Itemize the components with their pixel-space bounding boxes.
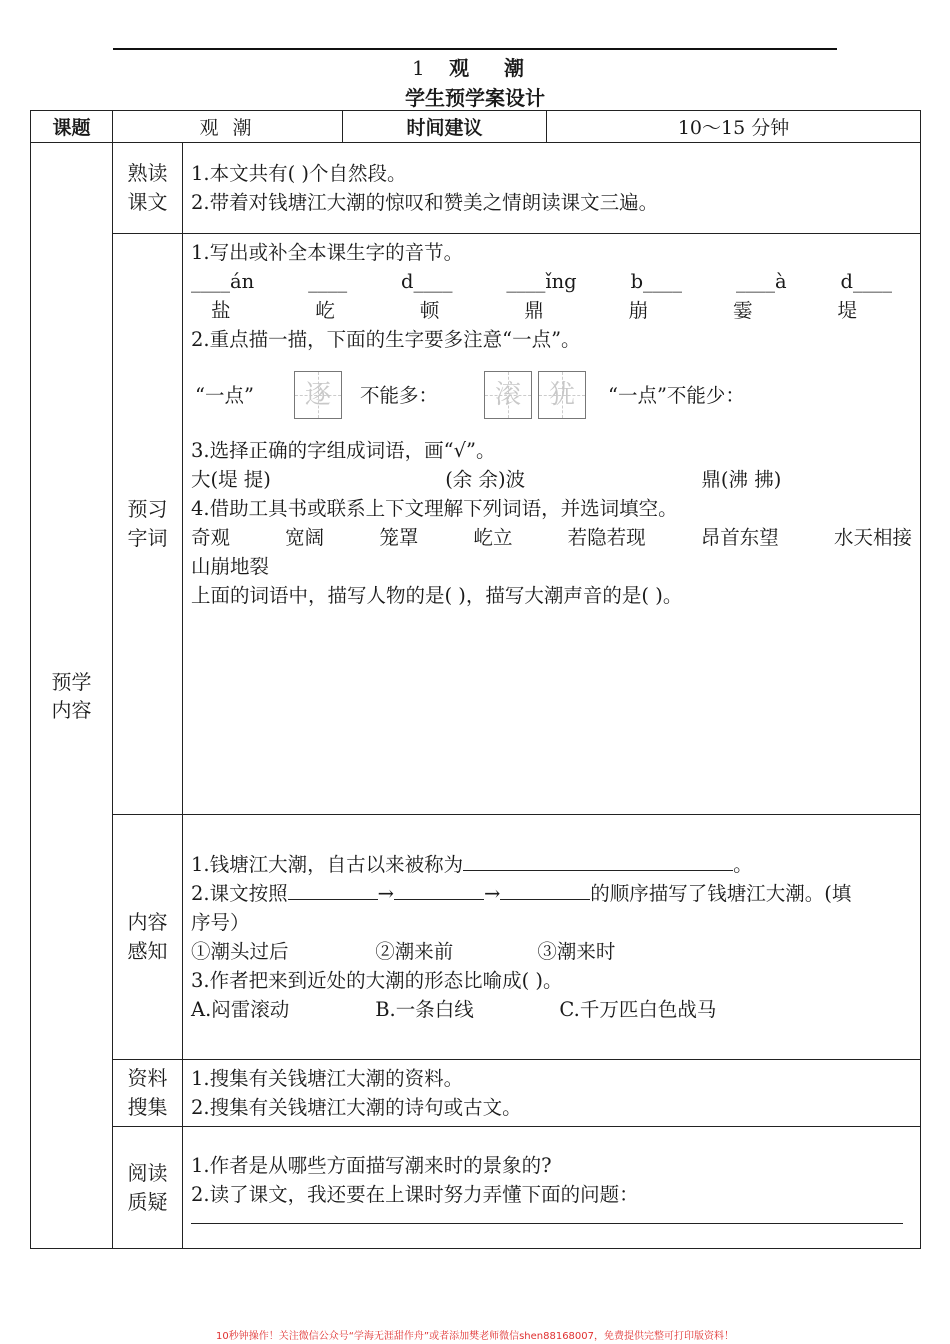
pinyin-blank[interactable]: ____ǐng: [506, 270, 577, 293]
section-question: [31, 1127, 921, 1249]
q3-options: [191, 465, 912, 494]
trace-box[interactable]: 逐: [294, 371, 342, 419]
trace-box[interactable]: 犹: [538, 371, 586, 419]
answer-blank[interactable]: [394, 879, 484, 900]
char: 盐: [211, 299, 231, 322]
section-preview: [31, 234, 921, 815]
char: 鼎: [524, 299, 544, 322]
char: 屹: [315, 299, 335, 322]
section-collect: [31, 1060, 921, 1127]
pinyin-blank[interactable]: ____à: [735, 270, 787, 293]
topic-value: 观 潮: [113, 111, 343, 143]
list-item: 2.带着对钱塘江大潮的惊叹和赞美之情朗读课文三遍。: [191, 191, 659, 214]
lesson-title: 观 潮: [449, 56, 539, 80]
char: 顿: [419, 299, 440, 322]
header-rule: [113, 48, 837, 50]
pinyin-blank[interactable]: d____: [401, 270, 453, 293]
pinyin-row: [191, 267, 912, 296]
answer-blank[interactable]: [500, 879, 590, 900]
option: ②潮来前: [375, 940, 454, 963]
word: 宽阔: [285, 526, 325, 549]
list-item: 2.搜集有关钱塘江大潮的诗句或古文。: [191, 1096, 522, 1119]
option: ③潮来时: [537, 940, 616, 963]
char: 霎: [733, 299, 753, 322]
option[interactable]: C.千万匹白色战马: [559, 998, 717, 1021]
pinyin-blank[interactable]: ____án: [191, 270, 255, 293]
char: 堤: [837, 299, 857, 322]
pinyin-blank[interactable]: d____: [840, 270, 892, 293]
word: 屹立: [473, 526, 513, 549]
list-item: 1.本文共有( )个自然段。: [191, 162, 407, 185]
perceive-q3: 3.作者把来到近处的大潮的形态比喻成( )。: [191, 969, 563, 992]
word: 水天相接: [833, 526, 912, 549]
footer-note: 10秒钟操作！关注微信公众号“学海无涯甜作舟”或者添加樊老师微信shen88168007，免费提供完整可打印版资料！: [215, 1331, 735, 1342]
list-item: 1.作者是从哪些方面描写潮来时的景象的?: [191, 1154, 552, 1177]
answer-blank[interactable]: [288, 879, 378, 900]
section-collect-label: 资料搜集: [113, 1060, 183, 1127]
section-read-content: [183, 143, 921, 234]
word: 山崩地裂: [191, 555, 270, 578]
perceive-q2-options: [191, 937, 912, 966]
option[interactable]: B.一条白线: [375, 998, 474, 1021]
perceive-q2: 2.课文按照 → → 的顺序描写了钱塘江大潮。(填: [191, 879, 912, 908]
question-2: 2.重点描一描，下面的生字要多注意“一点”。: [191, 328, 581, 351]
list-item: 2.读了课文，我还要在上课时努力弄懂下面的问题：: [191, 1183, 639, 1206]
dot-practice-row: [191, 360, 912, 430]
time-value: 10～15 分钟: [547, 111, 921, 143]
section-collect-content: [183, 1060, 921, 1127]
section-read-label: 熟读课文: [113, 143, 183, 234]
char-row: [191, 296, 912, 325]
option[interactable]: A.闷雷滚动: [191, 998, 290, 1021]
char: 崩: [628, 299, 649, 322]
section-read: [31, 143, 921, 234]
time-label: 时间建议: [343, 111, 547, 143]
info-row: [31, 111, 921, 143]
word: 若隐若现: [567, 526, 646, 549]
question-4: 4.借助工具书或联系上下文理解下列词语，并选词填空。: [191, 497, 678, 520]
section-perceive: [31, 815, 921, 1060]
pinyin-blank[interactable]: b____: [630, 270, 683, 293]
side-label: 预学内容: [31, 143, 113, 1249]
section-perceive-content: [183, 815, 921, 1060]
option[interactable]: 鼎(沸 拂): [701, 468, 782, 491]
answer-line[interactable]: [191, 1209, 903, 1224]
worksheet-table: [30, 110, 921, 1249]
word: 昂首东望: [700, 526, 779, 549]
section-question-label: 阅读质疑: [113, 1127, 183, 1249]
dot-less-text: “一点”不能少：: [607, 383, 745, 407]
list-item: 1.搜集有关钱塘江大潮的资料。: [191, 1067, 464, 1090]
perceive-q2-cont: 序号）: [191, 911, 250, 934]
dot-more-prefix: “一点”: [195, 383, 254, 407]
trace-box[interactable]: 滚: [484, 371, 532, 419]
option: ①潮头过后: [191, 940, 289, 963]
section-preview-content: [183, 234, 921, 815]
page-title: [0, 52, 950, 81]
q4-fill: 上面的词语中，描写人物的是( )，描写大潮声音的是( )。: [191, 584, 683, 607]
perceive-q3-options: [191, 995, 912, 1024]
word: 笼罩: [379, 526, 419, 549]
word: 奇观: [191, 526, 231, 549]
pinyin-blank[interactable]: ____: [308, 270, 348, 293]
page-subtitle: 学生预学案设计: [405, 86, 545, 110]
topic-label: 课题: [31, 111, 113, 143]
answer-blank[interactable]: [463, 850, 733, 871]
question-3: 3.选择正确的字组成词语，画“√”。: [191, 439, 496, 462]
perceive-q1: 1.钱塘江大潮，自古以来被称为 。: [191, 850, 912, 879]
option[interactable]: 大(堤 提): [191, 468, 271, 491]
dot-more-suffix: 不能多：: [359, 383, 438, 407]
section-perceive-label: 内容感知: [113, 815, 183, 1060]
section-preview-label: 预习字词: [113, 234, 183, 815]
word-list: [191, 523, 912, 552]
question-1: 1.写出或补全本课生字的音节。: [191, 241, 464, 264]
option[interactable]: (余 余)波: [445, 468, 526, 491]
section-question-content: [183, 1127, 921, 1249]
lesson-number: 1: [411, 56, 425, 80]
